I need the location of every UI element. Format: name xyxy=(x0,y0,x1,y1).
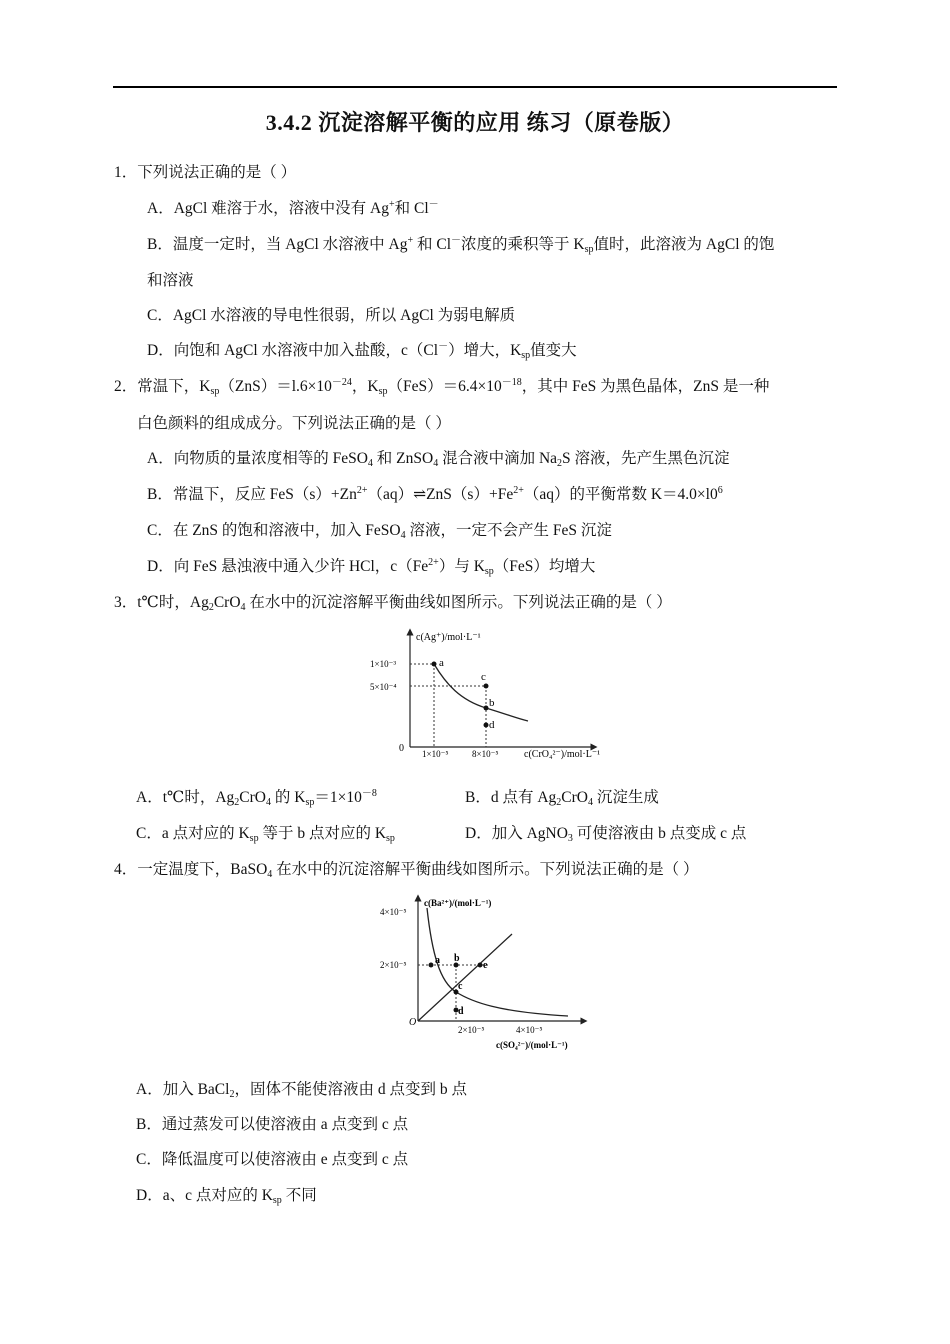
q4-xtick-2: 4×10⁻⁵ xyxy=(516,1025,543,1035)
q3-label-d: d xyxy=(489,719,495,731)
q4-xtick-1: 2×10⁻⁵ xyxy=(458,1025,485,1035)
q4-label-e: e xyxy=(483,960,488,971)
q4-curve xyxy=(427,908,568,1016)
q4-option-d: D．a、c 点对应的 $K_{sp}$ 不同 xyxy=(136,1187,317,1206)
q4-point-e xyxy=(478,963,483,968)
q3-option-c: C．a 点对应的 $K_{sp}$ 等于 b 点对应的 $K_{sp}$ xyxy=(136,825,395,844)
q3-label-a: a xyxy=(439,657,444,669)
q3-figure xyxy=(368,626,608,760)
q3-point-d xyxy=(484,723,489,728)
q1-option-a: A．AgCl 难溶于水，溶液中没有 Ag+和 Cl－ xyxy=(147,199,439,217)
q3-option-a: A．t℃时，$Ag_2CrO_4$ 的 $K_{sp}=1\times 10^{-8}$ xyxy=(136,788,377,808)
q3-stem: 3．t℃时，$Ag_2CrO_4$ 在水中的沉淀溶解平衡曲线如图所示。下列说法正确的是（ ） xyxy=(114,594,672,613)
q3-label-c: c xyxy=(481,671,486,683)
q4-stem: 4．一定温度下，BaSO$_4$ 在水中的沉淀溶解平衡曲线如图所示。下列说法正确的是（ ） xyxy=(114,861,699,880)
q4-ytick-2: 2×10⁻⁵ xyxy=(380,960,407,970)
q4-x-label: c(SO₄²⁻)/(mol·L⁻¹) xyxy=(496,1040,568,1050)
q2-option-a: A．向物质的量浓度相等的 FeSO$_4$ 和 ZnSO$_4$ 混合液中滴加 $Na_2S$ 溶液，先产生黑色沉淀 xyxy=(147,450,730,469)
q3-ytick-1: 1×10⁻³ xyxy=(370,659,397,669)
q3-xtick-1: 1×10⁻⁵ xyxy=(422,749,449,759)
q4-label-c: c xyxy=(458,981,463,992)
q3-y-label: c(Ag⁺)/mol·L⁻¹ xyxy=(416,632,481,643)
q4-option-a: A．加入 BaCl$_2$，固体不能使溶液由 d 点变到 b 点 xyxy=(136,1081,467,1100)
page-title: 3.4.2 沉淀溶解平衡的应用 练习（原卷版） xyxy=(265,110,685,135)
q4-y-label: c(Ba²⁺)/(mol·L⁻¹) xyxy=(424,898,492,908)
q1-option-b: B．温度一定时，当 AgCl 水溶液中 Ag+ 和 Cl－浓度的乘积等于 $K_{sp}$值时，此溶液为 AgCl 的饱 xyxy=(147,235,775,255)
q4-point-a xyxy=(429,963,434,968)
q4-origin: O xyxy=(409,1017,417,1028)
q1-stem: 1．下列说法正确的是（ ） xyxy=(114,164,297,181)
q4-option-c: C．降低温度可以使溶液由 e 点变到 c 点 xyxy=(136,1151,409,1168)
q1-option-d: D．向饱和 AgCl 水溶液中加入盐酸，c（Cl－）增大，$K_{sp}$值变大 xyxy=(147,341,577,361)
q4-label-d: d xyxy=(458,1006,464,1017)
q2-option-b: B．常温下，反应 $FeS(s)+Zn^{2+}(aq)\rightleftharpoons ZnS(s)+Fe^{2+}(aq)$的平衡常数 $K=4.0\times l0^6$ xyxy=(147,485,723,503)
q3-option-b: B．d 点有 $Ag_2CrO_4$ 沉淀生成 xyxy=(465,789,659,808)
q2-stem: 2．常温下，$K_{sp}(ZnS)=l.6\times 10^{-24}$，$K_{sp}(FeS)=6.4\times 10^{-18}$，其中 FeS 为黑色晶体，ZnS 是一种 xyxy=(114,377,770,397)
q4-figure xyxy=(378,894,598,1056)
q3-xtick-2: 8×10⁻⁵ xyxy=(472,749,499,759)
q4-ytick-1: 4×10⁻⁵ xyxy=(380,907,407,917)
q4-label-a: a xyxy=(435,955,440,966)
q3-ytick-2: 5×10⁻⁴ xyxy=(370,682,397,692)
q3-point-b xyxy=(484,706,489,711)
q3-label-b: b xyxy=(489,697,495,709)
q3-point-a xyxy=(432,662,437,667)
q2-option-c: C．在 ZnS 的饱和溶液中，加入 FeSO$_4$ 溶液，一定不会产生 FeS 沉淀 xyxy=(147,522,612,541)
q1-option-c: C．AgCl 水溶液的导电性很弱，所以 AgCl 为弱电解质 xyxy=(147,307,516,324)
q3-option-d: D．加入 AgNO$_3$ 可使溶液由 b 点变成 c 点 xyxy=(465,825,747,844)
q3-origin: 0 xyxy=(399,743,404,754)
q3-point-c xyxy=(484,684,489,689)
q1-option-b-cont: 和溶液 xyxy=(147,272,194,289)
q4-option-b: B．通过蒸发可以使溶液由 a 点变到 c 点 xyxy=(136,1116,409,1133)
header-rule xyxy=(113,86,837,88)
q2-option-d: D．向 FeS 悬浊液中通入少许 HCl，$c(Fe^{2+})$与 $K_{sp}(FeS)$均增大 xyxy=(147,557,596,577)
q2-stem-cont: 白色颜料的组成成分。下列说法正确的是（ ） xyxy=(137,415,451,432)
q3-x-label: c(CrO₄²⁻)/mol·L⁻¹ xyxy=(524,749,601,760)
q4-label-b: b xyxy=(454,953,460,964)
